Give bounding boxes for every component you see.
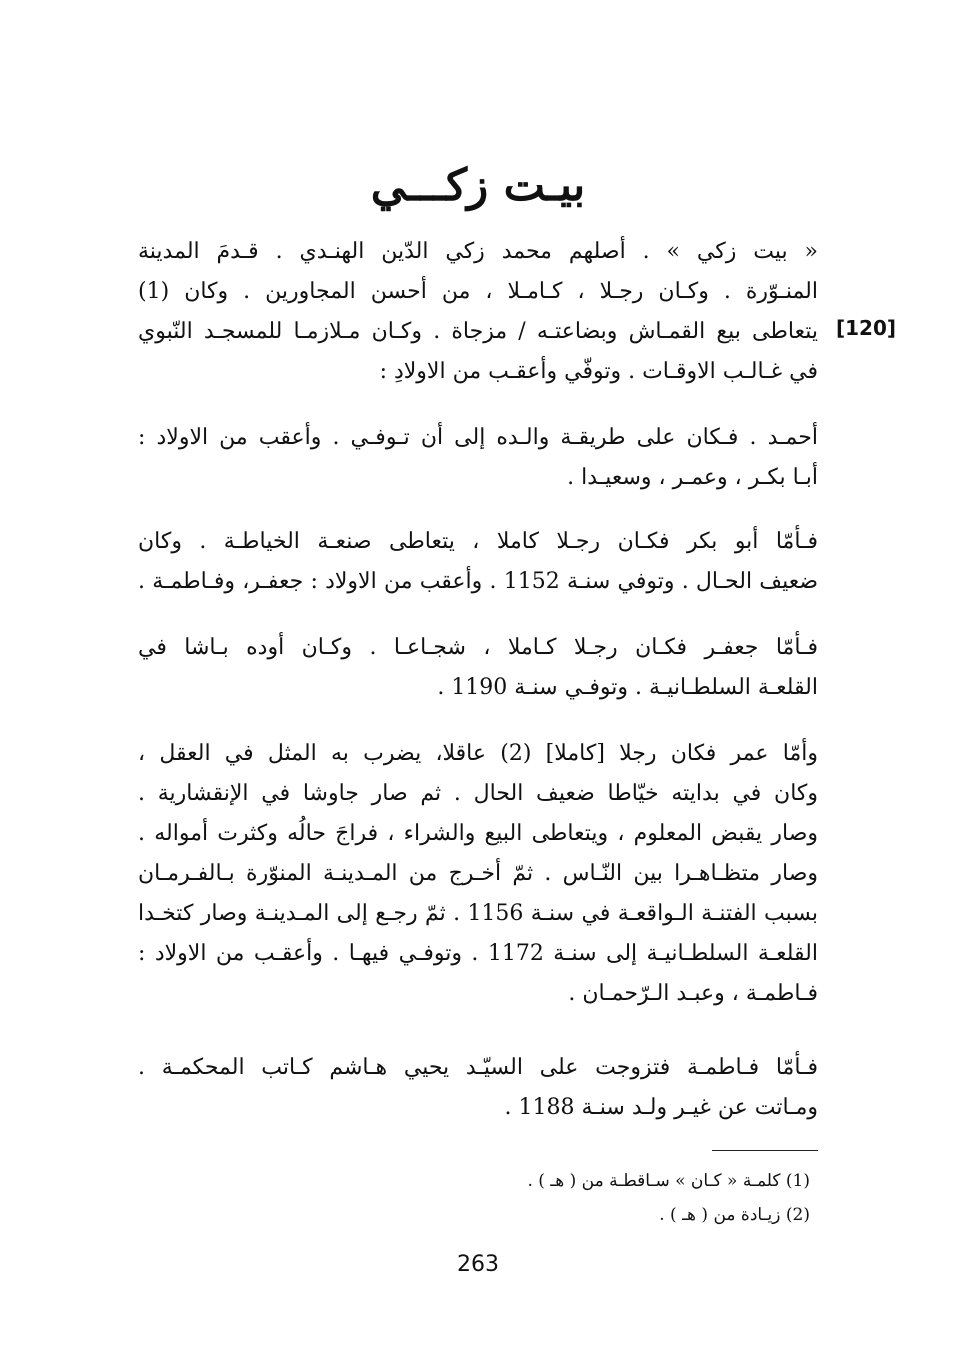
text-line: بسبب الفتنـة الـواقعـة في سنـة 1156 . ثمّ رجـع إلى المـدينـة وصار كتخـدا xyxy=(138,901,818,926)
text-line: القلعـة السلطـانيـة إلى سنـة 1172 . وتوفـي فيهـا . وأعقـب من الاولاد : xyxy=(138,941,818,966)
text-line: ومـاتت عن غيـر ولـد سنـة 1188 . xyxy=(504,1095,818,1120)
paragraph-6 xyxy=(138,1048,818,1128)
text-line: وكان في بدايته خيّاطا ضعيف الحال . ثم صار جاوشا في الإنقشارية . xyxy=(138,781,818,806)
paragraph-2 xyxy=(138,418,818,498)
margin-page-reference: [120] xyxy=(836,316,897,340)
text-line: وصار متظـاهـرا بين النّـاس . ثمّ أخـرج من المـدينـة المنوّرة بـالفـرمـان xyxy=(138,861,818,886)
footnote-2: (2) زيـادة من ( هـ ) . xyxy=(659,1205,810,1225)
text-line: فـأمّا أبو بكر فكـان رجـلا كاملا ، يتعاطى صنعـة الخياطـة . وكان xyxy=(138,529,818,554)
text-line: أحمـد . فـكان على طريقـة والـده إلى أن تـوفـي . وأعقب من الاولاد : xyxy=(138,425,818,450)
text-line: ضعيف الحـال . وتوفي سنـة 1152 . وأعقب من الاولاد : جعفـر، وفـاطمـة . xyxy=(138,569,818,594)
footnote-1: (1) كلمـة « كـان » سـاقطـة من ( هـ ) . xyxy=(527,1171,810,1191)
text-line: فـاطمـة ، وعبـد الـرّحمـان . xyxy=(568,981,818,1006)
text-line: أبـا بكـر ، وعمـر ، وسعيـدا . xyxy=(567,465,818,490)
paragraph-3 xyxy=(138,522,818,602)
text-line: فـأمّا جعفـر فكـان رجـلا كـاملا ، شجـاعـا . وكـان أوده بـاشا في xyxy=(138,635,818,660)
page-title: بيـت زكـــي xyxy=(370,160,586,211)
text-line: « بيت زكي » . أصلهم محمد زكي الدّين الهنـدي . قـدمَ المدينة xyxy=(138,239,818,264)
footnote-divider xyxy=(712,1150,818,1151)
paragraph-5 xyxy=(138,734,818,1014)
text-line: المنـوّرة . وكـان رجـلا ، كـامـلا ، من أحسن المجاورين . وكان (1) xyxy=(138,279,818,304)
paragraph-1 xyxy=(138,232,818,392)
paragraph-4 xyxy=(138,628,818,708)
page-number: 263 xyxy=(457,1252,499,1277)
text-line: القلعـة السلطـانيـة . وتوفـي سنـة 1190 . xyxy=(437,675,818,700)
text-line: يتعاطى بيع القمـاش وبضاعتـه / مزجاة . وكـان مـلازمـا للمسجـد النّبوي xyxy=(138,319,818,344)
footnotes xyxy=(300,1164,810,1232)
text-line: في غـالـب الاوقـات . وتوفّي وأعقـب من الاولادِ : xyxy=(379,359,818,384)
text-line: وأمّا عمر فكان رجلا [كاملا] (2) عاقلا، يضرب به المثل في العقل ، xyxy=(138,741,818,766)
text-line: وصار يقبض المعلوم ، ويتعاطى البيع والشراء ، فراجَ حالُه وكثرت أمواله . xyxy=(138,821,818,846)
text-line: فـأمّا فـاطمـة فتزوجت على السيّـد يحيي هـاشم كـاتب المحكمـة . xyxy=(138,1055,818,1080)
